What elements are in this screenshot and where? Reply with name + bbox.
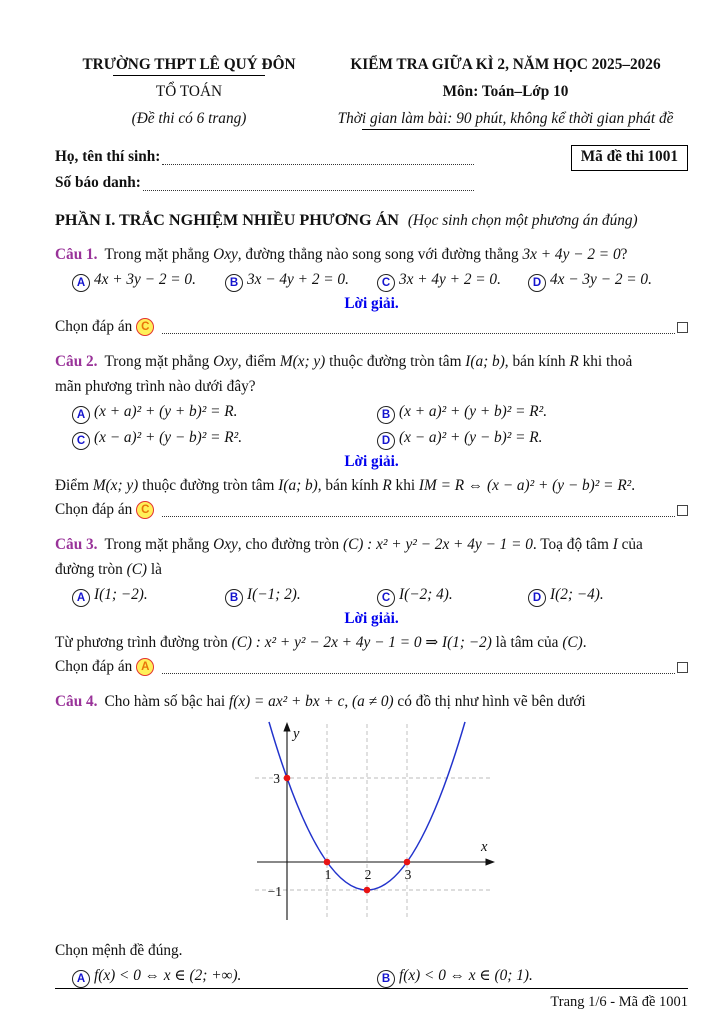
pages-note: (Đề thi có 6 trang) [131, 110, 247, 127]
question-4-options [55, 963, 688, 989]
option-text: (x − a)² + (y − b)² = R. [399, 429, 543, 446]
parabola-svg [247, 718, 497, 924]
chosen-answer-line [55, 498, 688, 522]
option-text: I(−1; 2). [247, 586, 301, 603]
question-2-options [55, 399, 688, 451]
y-axis-label: y [292, 726, 299, 742]
question-4-stem: Cho hàm số bậc hai f(x) = ax² + bx + c, (a ≠ 0) có đồ thị như hình vẽ bên dưới [104, 693, 586, 710]
option-b [225, 582, 377, 608]
question-2-number: Câu 2. [55, 353, 98, 370]
option-c [377, 267, 528, 293]
dotted-line [143, 190, 474, 191]
solution-heading: Lời giải. [344, 295, 399, 312]
question-3-number: Câu 3. [55, 536, 98, 553]
answer-badge: C [136, 501, 154, 519]
option-text: 4x + 3y − 2 = 0. [94, 271, 196, 288]
x-tick-1: 1 [324, 867, 331, 882]
header-exam-block [323, 55, 688, 129]
answer-checkbox [677, 322, 688, 333]
option-letter: A [72, 274, 90, 292]
y-tick-neg1: −1 [267, 884, 282, 899]
option-text: (x + a)² + (y + b)² = R. [94, 403, 238, 420]
option-text: I(1; −2). [94, 586, 148, 603]
question-1-number: Câu 1. [55, 246, 98, 263]
student-id-label: Số báo danh: [55, 174, 141, 191]
part1-title [55, 209, 688, 232]
option-c [72, 425, 377, 451]
option-a [72, 399, 377, 425]
option-letter: C [377, 274, 395, 292]
y-tick-3: 3 [272, 771, 280, 786]
option-c [377, 582, 528, 608]
question-3-text [55, 532, 688, 557]
dotted-line [162, 164, 474, 165]
x-tick-3: 3 [404, 867, 411, 882]
answer-checkbox [677, 505, 688, 516]
question-1-options [55, 267, 688, 293]
x-axis-label: x [480, 839, 487, 855]
option-letter: A [72, 589, 90, 607]
option-d [528, 582, 688, 608]
option-letter: D [528, 274, 546, 292]
student-name-line [55, 144, 475, 170]
school-name: TRƯỜNG THPT LÊ QUÝ ĐÔN [82, 56, 296, 73]
x-tick-2: 2 [364, 867, 371, 882]
option-letter: C [377, 589, 395, 607]
data-points [283, 775, 410, 894]
page-number-label: Trang 1/6 - Mã đề 1001 [550, 994, 688, 1010]
answer-badge: A [136, 658, 154, 676]
exam-subject: Môn: Toán–Lớp 10 [442, 83, 569, 100]
option-a [72, 582, 225, 608]
question-2 [55, 349, 688, 522]
option-text: 3x + 4y + 2 = 0. [399, 271, 501, 288]
student-id-line [55, 170, 475, 196]
department: TỔ TOÁN [155, 83, 223, 100]
option-letter: A [72, 970, 90, 988]
answer-checkbox [677, 662, 688, 673]
chosen-answer-line [55, 315, 688, 339]
option-letter: B [225, 274, 243, 292]
option-a [72, 963, 377, 989]
dotted-line [162, 333, 675, 334]
question-2-stem: Trong mặt phẳng Oxy, điểm M(x; y) thuộc đường tròn tâm I(a; b), bán kính R khi thoả [104, 353, 633, 370]
student-name-label: Họ, tên thí sinh: [55, 148, 161, 165]
exam-duration: Thời gian làm bài: 90 phút, không kể thời gian phát đề [337, 110, 674, 127]
part1-title-main: PHẦN I. TRẮC NGHIỆM NHIỀU PHƯƠNG ÁN [55, 211, 399, 229]
option-text: (x + a)² + (y + b)² = R². [399, 403, 548, 420]
question-2-text-line2: mãn phương trình nào dưới đây? [55, 378, 256, 395]
page-footer [55, 988, 688, 1011]
option-a [72, 267, 225, 293]
question-3-stem: Trong mặt phẳng Oxy, cho đường tròn (C) : x² + y² − 2x + 4y − 1 = 0. Toạ độ tâm I của [104, 536, 643, 553]
option-letter: C [72, 432, 90, 450]
option-letter: B [377, 970, 395, 988]
y-axis-arrow [283, 722, 290, 732]
option-letter: A [72, 406, 90, 424]
exam-code-box: Mã đề thi 1001 [571, 145, 688, 171]
option-letter: B [377, 406, 395, 424]
option-text: I(2; −4). [550, 586, 604, 603]
question-4-text [55, 689, 688, 714]
option-d [528, 267, 688, 293]
question-1-stem: Trong mặt phẳng Oxy, đường thẳng nào song song với đường thẳng 3x + 4y − 2 = 0? [104, 246, 628, 263]
question-3 [55, 532, 688, 679]
parabola-graph [55, 718, 688, 929]
question-2-solution: Điểm M(x; y) thuộc đường tròn tâm I(a; b), bán kính R khi IM = R ⇔ (x − a)² + (y − b)² = R². [55, 477, 636, 494]
part1-title-sub: (Học sinh chọn một phương án đúng) [407, 212, 638, 229]
option-text: 4x − 3y − 2 = 0. [550, 271, 652, 288]
student-info [55, 144, 688, 196]
option-b [225, 267, 377, 293]
dotted-line [162, 673, 675, 674]
solution-heading: Lời giải. [344, 453, 399, 470]
question-2-text [55, 349, 688, 374]
option-text: f(x) < 0 ⇔ x ∈ (2; +∞). [94, 967, 242, 984]
exam-header [55, 55, 688, 129]
question-3-solution: Từ phương trình đường tròn (C) : x² + y² − 2x + 4y − 1 = 0 ⇒ I(1; −2) là tâm của (C). [55, 634, 587, 651]
option-text: 3x − 4y + 2 = 0. [247, 271, 349, 288]
x-axis-arrow [485, 858, 495, 865]
question-3-text-line2: đường tròn (C) là [55, 561, 162, 578]
answer-badge: C [136, 318, 154, 336]
question-1-text [55, 242, 688, 267]
dotted-line [162, 516, 675, 517]
header-school-block [55, 55, 323, 129]
option-text: (x − a)² + (y − b)² = R². [94, 429, 243, 446]
question-1 [55, 242, 688, 339]
option-letter: D [377, 432, 395, 450]
option-text: I(−2; 4). [399, 586, 453, 603]
question-4 [55, 689, 688, 989]
option-letter: B [225, 589, 243, 607]
choose-answer-label: Chọn đáp án [55, 658, 133, 675]
question-4-number: Câu 4. [55, 693, 98, 710]
chosen-answer-line [55, 655, 688, 679]
option-letter: D [528, 589, 546, 607]
question-3-options [55, 582, 688, 608]
option-b [377, 963, 688, 989]
question-4-prompt: Chọn mệnh đề đúng. [55, 942, 183, 959]
exam-title: KIỂM TRA GIỮA KÌ 2, NĂM HỌC 2025–2026 [350, 56, 661, 73]
option-b [377, 399, 688, 425]
option-text: f(x) < 0 ⇔ x ∈ (0; 1). [399, 967, 533, 984]
option-d [377, 425, 688, 451]
solution-heading: Lời giải. [344, 610, 399, 627]
choose-answer-label: Chọn đáp án [55, 501, 133, 518]
choose-answer-label: Chọn đáp án [55, 318, 133, 335]
